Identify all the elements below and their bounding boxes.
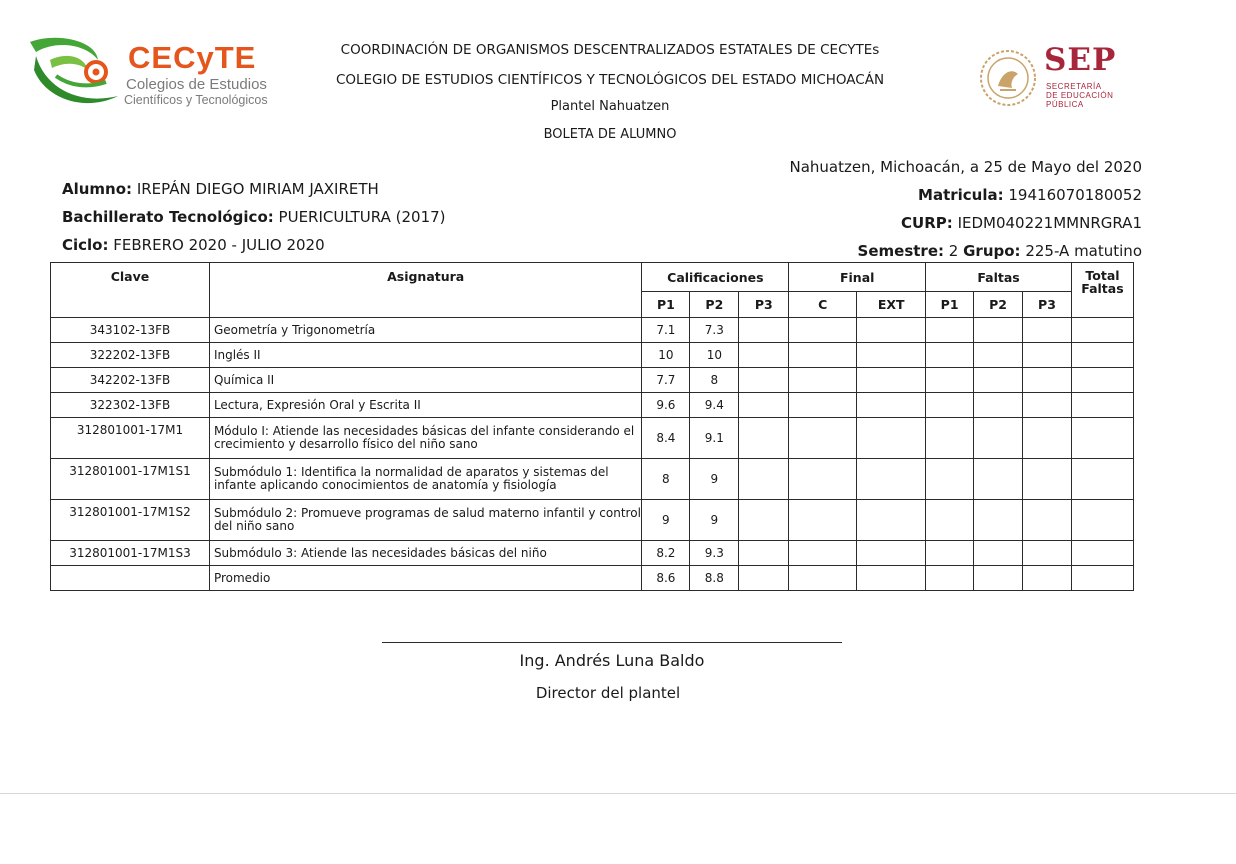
empty-cell xyxy=(789,500,857,541)
empty-cell xyxy=(974,500,1023,541)
cecyte-swoosh-icon xyxy=(26,30,126,112)
header-final: Final xyxy=(789,263,926,292)
empty-cell xyxy=(974,343,1023,368)
grade-p1-cell: 10 xyxy=(642,343,690,368)
empty-cell xyxy=(857,541,926,566)
semestre-value: 2 xyxy=(948,242,959,260)
empty-cell xyxy=(926,459,974,500)
asignatura-cell: Lectura, Expresión Oral y Escrita II xyxy=(209,393,641,418)
matricula-label: Matricula: xyxy=(918,186,1004,204)
empty-cell xyxy=(974,459,1023,500)
empty-cell xyxy=(1071,368,1133,393)
grade-p1-cell: 8 xyxy=(642,459,690,500)
subheader-final-c: C xyxy=(789,292,857,318)
sep-subtitle-line: DE EDUCACIÓN xyxy=(1046,91,1114,100)
asignatura-cell: Inglés II xyxy=(209,343,641,368)
empty-cell xyxy=(926,368,974,393)
empty-cell xyxy=(1071,343,1133,368)
header-total-faltas: Total Faltas xyxy=(1071,263,1133,318)
empty-cell xyxy=(1023,500,1072,541)
alumno-label: Alumno: xyxy=(62,180,133,198)
subheader-cal-p1: P1 xyxy=(642,292,690,318)
curp-line xyxy=(901,214,1142,232)
empty-cell xyxy=(789,368,857,393)
empty-cell xyxy=(1071,318,1133,343)
sep-subtitle xyxy=(1046,82,1113,109)
clave-cell: 343102-13FB xyxy=(51,318,210,343)
empty-cell xyxy=(1071,418,1133,459)
asignatura-cell: Submódulo 1: Identifica la normalidad de aparatos y sistemas del infante aplicando conocimientos de anatomía y fisiología xyxy=(209,459,641,500)
header-clave: Clave xyxy=(51,263,210,318)
empty-cell xyxy=(926,418,974,459)
ciclo-label: Ciclo: xyxy=(62,236,109,254)
table-row xyxy=(51,393,1134,418)
grade-p2-cell: 9.4 xyxy=(690,393,739,418)
empty-cell xyxy=(789,318,857,343)
empty-cell xyxy=(789,541,857,566)
header-colegio: COLEGIO DE ESTUDIOS CIENTÍFICOS Y TECNOLÓGICOS DEL ESTADO MICHOACÁN xyxy=(335,72,885,88)
empty-cell xyxy=(1023,318,1072,343)
table-row xyxy=(51,368,1134,393)
header-plantel: Plantel Nahuatzen xyxy=(550,99,670,114)
empty-cell xyxy=(857,418,926,459)
table-row xyxy=(51,459,1134,500)
empty-cell xyxy=(1023,418,1072,459)
table-row xyxy=(51,418,1134,459)
clave-cell: 322202-13FB xyxy=(51,343,210,368)
page-edge-divider xyxy=(0,793,1236,794)
grades-table xyxy=(50,262,1134,591)
table-header-row xyxy=(51,263,1134,292)
empty-cell xyxy=(926,541,974,566)
empty-cell xyxy=(857,393,926,418)
empty-cell xyxy=(739,368,789,393)
asignatura-cell: Submódulo 3: Atiende las necesidades básicas del niño xyxy=(209,541,641,566)
ciclo-line xyxy=(62,236,325,254)
empty-cell xyxy=(1071,393,1133,418)
cecyte-subtitle-1: Colegios de Estudios xyxy=(126,76,267,93)
clave-cell: 322302-13FB xyxy=(51,393,210,418)
empty-cell xyxy=(926,318,974,343)
empty-cell xyxy=(789,418,857,459)
empty-cell xyxy=(974,318,1023,343)
empty-cell xyxy=(1023,459,1072,500)
grade-p2-cell: 10 xyxy=(690,343,739,368)
cecyte-wordmark: CECyTE xyxy=(128,40,257,75)
clave-cell: 312801001-17M1S3 xyxy=(51,541,210,566)
header-asignatura: Asignatura xyxy=(209,263,641,318)
empty-cell xyxy=(1023,343,1072,368)
table-row xyxy=(51,343,1134,368)
empty-cell xyxy=(1071,566,1133,591)
subheader-faltas-p2: P2 xyxy=(974,292,1023,318)
empty-cell xyxy=(739,566,789,591)
clave-cell xyxy=(51,566,210,591)
table-row xyxy=(51,500,1134,541)
bachillerato-line xyxy=(62,208,446,226)
empty-cell xyxy=(974,393,1023,418)
promedio-row xyxy=(51,566,1134,591)
header-calificaciones: Calificaciones xyxy=(642,263,789,292)
empty-cell xyxy=(857,318,926,343)
ciclo-value: FEBRERO 2020 - JULIO 2020 xyxy=(113,236,325,254)
empty-cell xyxy=(1071,541,1133,566)
empty-cell xyxy=(857,343,926,368)
empty-cell xyxy=(857,368,926,393)
clave-cell: 312801001-17M1 xyxy=(51,418,210,459)
clave-cell: 312801001-17M1S2 xyxy=(51,500,210,541)
empty-cell xyxy=(1023,566,1072,591)
clave-cell: 342202-13FB xyxy=(51,368,210,393)
grupo-label: Grupo: xyxy=(963,242,1021,260)
empty-cell xyxy=(974,566,1023,591)
sep-subtitle-line: SECRETARÍA xyxy=(1046,82,1102,91)
signatory-name: Ing. Andrés Luna Baldo xyxy=(519,651,705,670)
subheader-final-ext: EXT xyxy=(857,292,926,318)
empty-cell xyxy=(974,541,1023,566)
header-coordinacion: COORDINACIÓN DE ORGANISMOS DESCENTRALIZADOS ESTATALES DE CECYTEs xyxy=(340,42,880,58)
empty-cell xyxy=(739,343,789,368)
bachillerato-value: PUERICULTURA (2017) xyxy=(278,208,446,226)
header-faltas: Faltas xyxy=(926,263,1072,292)
grade-p1-cell: 7.7 xyxy=(642,368,690,393)
average-p2-cell: 8.8 xyxy=(690,566,739,591)
asignatura-cell: Módulo I: Atiende las necesidades básicas del infante considerando el crecimiento y desarrollo físico del niño sano xyxy=(209,418,641,459)
empty-cell xyxy=(789,393,857,418)
average-p1-cell: 8.6 xyxy=(642,566,690,591)
empty-cell xyxy=(789,459,857,500)
empty-cell xyxy=(974,368,1023,393)
empty-cell xyxy=(739,418,789,459)
grade-p1-cell: 9 xyxy=(642,500,690,541)
asignatura-cell: Geometría y Trigonometría xyxy=(209,318,641,343)
place-date: Nahuatzen, Michoacán, a 25 de Mayo del 2020 xyxy=(789,158,1142,176)
grade-p2-cell: 9.1 xyxy=(690,418,739,459)
grade-p2-cell: 9 xyxy=(690,500,739,541)
empty-cell xyxy=(974,418,1023,459)
empty-cell xyxy=(1071,500,1133,541)
empty-cell xyxy=(739,318,789,343)
empty-cell xyxy=(1023,541,1072,566)
matricula-line xyxy=(918,186,1142,204)
empty-cell xyxy=(739,500,789,541)
grade-p1-cell: 8.2 xyxy=(642,541,690,566)
grade-p2-cell: 9 xyxy=(690,459,739,500)
empty-cell xyxy=(739,541,789,566)
promedio-label: Promedio xyxy=(209,566,641,591)
grade-p1-cell: 7.1 xyxy=(642,318,690,343)
clave-cell: 312801001-17M1S1 xyxy=(51,459,210,500)
empty-cell xyxy=(1023,368,1072,393)
grade-p2-cell: 7.3 xyxy=(690,318,739,343)
grade-p2-cell: 9.3 xyxy=(690,541,739,566)
sep-wordmark: SEP xyxy=(1044,42,1117,78)
grupo-value: 225-A matutino xyxy=(1025,242,1142,260)
grade-p1-cell: 9.6 xyxy=(642,393,690,418)
empty-cell xyxy=(789,566,857,591)
empty-cell xyxy=(857,459,926,500)
curp-label: CURP: xyxy=(901,214,953,232)
empty-cell xyxy=(739,393,789,418)
signature-line xyxy=(382,642,842,643)
semestre-grupo-line xyxy=(858,242,1142,260)
empty-cell xyxy=(926,343,974,368)
subheader-faltas-p1: P1 xyxy=(926,292,974,318)
semestre-label: Semestre: xyxy=(857,242,944,260)
empty-cell xyxy=(739,459,789,500)
signatory-role: Director del plantel xyxy=(535,684,681,702)
cecyte-subtitle-2: Científicos y Tecnológicos xyxy=(124,93,268,107)
grade-p2-cell: 8 xyxy=(690,368,739,393)
empty-cell xyxy=(926,393,974,418)
alumno-value: IREPÁN DIEGO MIRIAM JAXIRETH xyxy=(136,180,379,198)
empty-cell xyxy=(926,500,974,541)
matricula-value: 19416070180052 xyxy=(1008,186,1142,204)
grade-p1-cell: 8.4 xyxy=(642,418,690,459)
student-name-line xyxy=(62,180,379,198)
curp-value: IEDM040221MMNRGRA1 xyxy=(957,214,1142,232)
table-row xyxy=(51,318,1134,343)
subheader-cal-p3: P3 xyxy=(739,292,789,318)
asignatura-cell: Química II xyxy=(209,368,641,393)
empty-cell xyxy=(789,343,857,368)
subheader-cal-p2: P2 xyxy=(690,292,739,318)
table-row xyxy=(51,541,1134,566)
subheader-faltas-p3: P3 xyxy=(1023,292,1072,318)
asignatura-cell: Submódulo 2: Promueve programas de salud materno infantil y control del niño sano xyxy=(209,500,641,541)
empty-cell xyxy=(926,566,974,591)
empty-cell xyxy=(1023,393,1072,418)
empty-cell xyxy=(857,566,926,591)
document-title: BOLETA DE ALUMNO xyxy=(543,127,677,142)
empty-cell xyxy=(857,500,926,541)
empty-cell xyxy=(1071,459,1133,500)
sep-subtitle-line: PÚBLICA xyxy=(1046,100,1084,109)
bachillerato-label: Bachillerato Tecnológico: xyxy=(62,208,274,226)
